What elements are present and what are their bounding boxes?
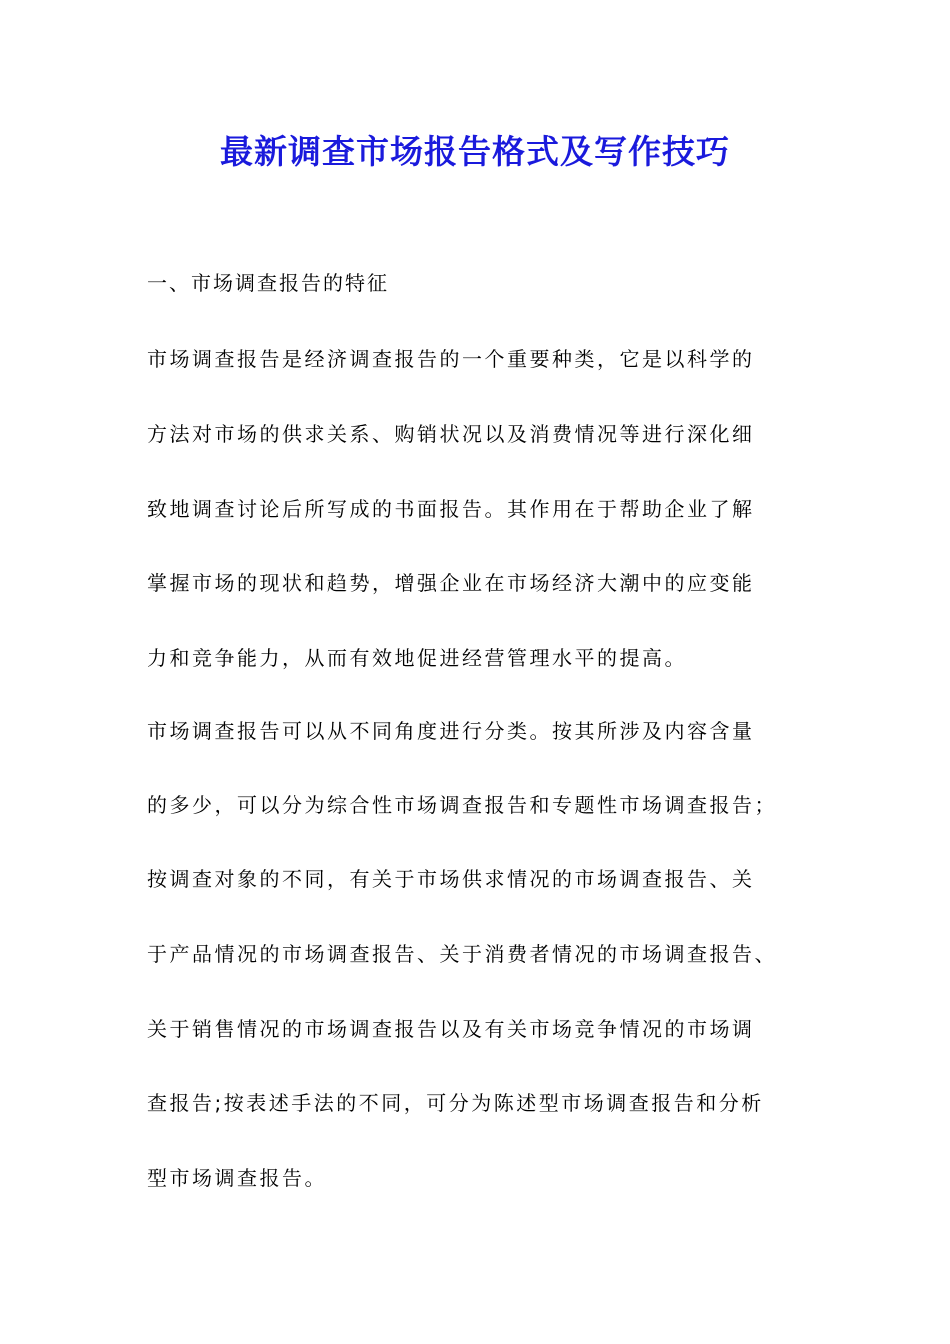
paragraph-1-line-3: 致地调查讨论后所写成的书面报告。其作用在于帮助企业了解	[147, 497, 755, 521]
paragraph-2-line-5: 关于销售情况的市场调查报告以及有关市场竞争情况的市场调	[147, 1017, 755, 1041]
paragraph-2-line-6: 查报告;按表述手法的不同，可分为陈述型市场调查报告和分析	[147, 1091, 764, 1115]
paragraph-2-line-4: 于产品情况的市场调查报告、关于消费者情况的市场调查报告、	[147, 942, 777, 966]
paragraph-1-line-2: 方法对市场的供求关系、购销状况以及消费情况等进行深化细	[147, 422, 755, 446]
paragraph-2-line-1: 市场调查报告可以从不同角度进行分类。按其所涉及内容含量	[147, 719, 755, 743]
paragraph-2-line-7: 型市场调查报告。	[147, 1166, 327, 1190]
document-title: 最新调查市场报告格式及写作技巧	[220, 132, 730, 171]
paragraph-2-line-2: 的多少，可以分为综合性市场调查报告和专题性市场调查报告；	[147, 793, 777, 817]
paragraph-1-line-5: 力和竞争能力，从而有效地促进经营管理水平的提高。	[147, 646, 687, 670]
paragraph-1-line-1: 市场调查报告是经济调查报告的一个重要种类，它是以科学的	[147, 347, 755, 371]
section-heading: 一、市场调查报告的特征	[147, 271, 389, 295]
paragraph-1-line-4: 掌握市场的现状和趋势，增强企业在市场经济大潮中的应变能	[147, 571, 755, 595]
paragraph-2-line-3: 按调查对象的不同，有关于市场供求情况的市场调查报告、关	[147, 867, 755, 891]
